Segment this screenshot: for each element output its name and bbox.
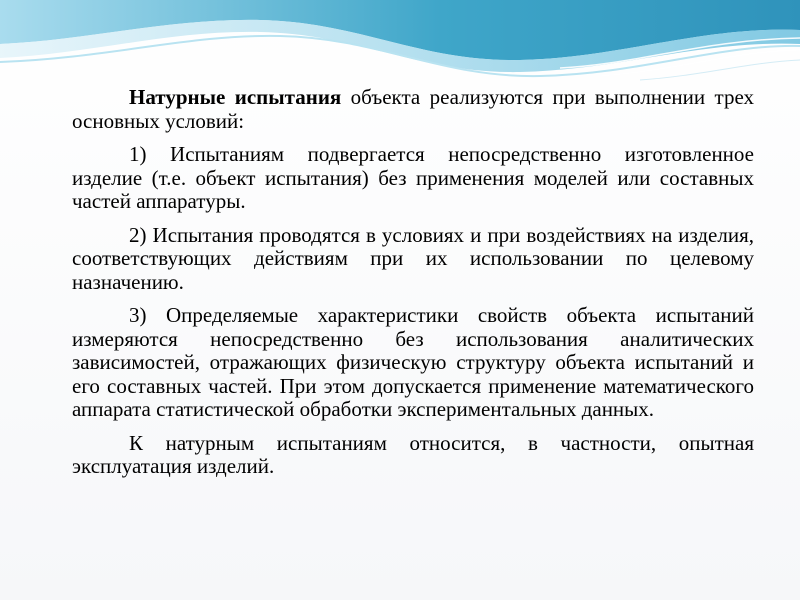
conclusion-text: К натурным испытаниям относится, в частности, опытная эксплуатация изделий. (72, 430, 754, 478)
wave-header-decoration (0, 0, 800, 90)
intro-text: объекта реализуются при выполнении трех основных условий: (72, 85, 754, 133)
text-body (72, 86, 754, 489)
wave-line-4 (640, 60, 800, 80)
paragraph-condition-3 (72, 304, 754, 422)
condition-2-text: 2) Испытания проводятся в условиях и при воздействиях на изделия, соответствующих действиям при их использовании по целевому назначению. (72, 222, 754, 294)
paragraph-condition-2 (72, 224, 754, 295)
condition-1-text: 1) Испытаниям подвергается непосредственно изготовленное изделие (т.е. объект испытания) без применения моделей или составных частей аппаратуры. (72, 142, 754, 213)
paragraph-condition-1 (72, 143, 754, 214)
paragraph-conclusion (72, 432, 754, 479)
paragraph-intro (72, 86, 754, 133)
condition-3-text: 3) Определяемые характеристики свойств объекта испытаний измеряются непосредственно без использования аналитических зависимостей, отражающих физическую структуру объекта испытаний и его составных частей. При этом допускается применение математического аппарата статистической обработки экспериментальных данных. (72, 303, 754, 421)
intro-bold-term: Натурные испытания (129, 85, 342, 109)
